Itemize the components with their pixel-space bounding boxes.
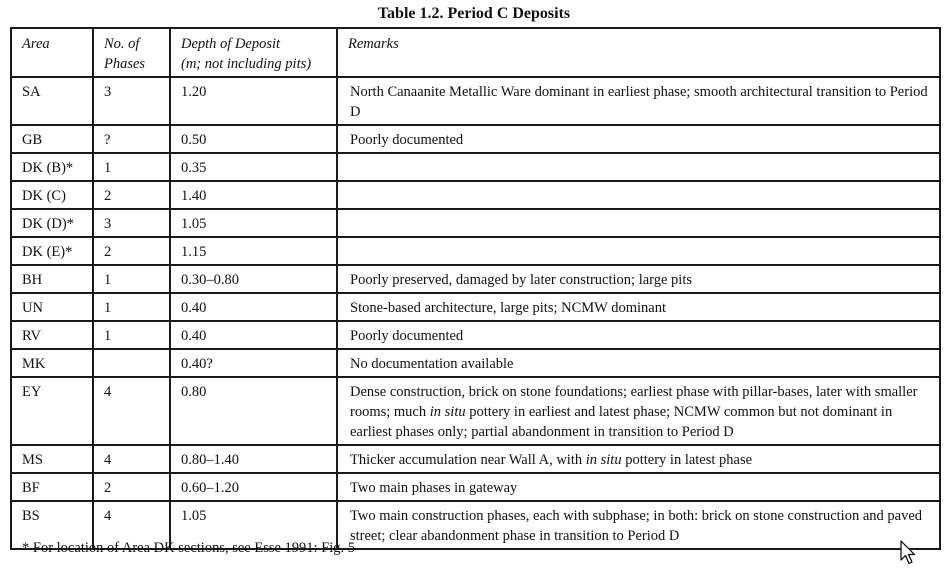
table-row — [11, 125, 940, 153]
cell-area: DK (B)* — [11, 153, 93, 181]
remarks-text: pottery in latest phase — [621, 452, 753, 468]
cell-remarks — [337, 501, 940, 549]
table-row — [11, 209, 940, 237]
remarks-text: No documentation available — [350, 356, 514, 372]
cell-area: RV — [11, 321, 93, 349]
table-row — [11, 293, 940, 321]
cell-remarks — [337, 293, 940, 321]
period-c-deposits-table — [10, 27, 941, 550]
cell-depth: 1.15 — [170, 237, 337, 265]
table-title: Table 1.2. Period C Deposits — [377, 5, 571, 22]
cell-area: DK (C) — [11, 181, 93, 209]
table-row — [11, 321, 940, 349]
cell-depth: 0.80–1.40 — [170, 445, 337, 473]
table-row — [11, 77, 940, 125]
remarks-text: Thicker accumulation near Wall A, with — [350, 452, 586, 468]
remarks-italic-text: in situ — [429, 404, 466, 420]
column-header-area: Area — [11, 28, 93, 77]
cell-area: DK (E)* — [11, 237, 93, 265]
remarks-italic-text: in situ — [585, 452, 622, 468]
cell-depth: 1.20 — [170, 77, 337, 125]
cell-remarks — [337, 153, 940, 181]
cell-remarks — [337, 265, 940, 293]
remarks-text: Two main construction phases, each with subphase; in both: brick on stone construction and paved street; clear abandonment phase in transition to Period D — [350, 508, 923, 544]
remarks-text: Poorly preserved, damaged by later construction; large pits — [350, 272, 692, 288]
table-footnote: * For location of Area DK sections, see Esse 1991: Fig. 5 — [22, 540, 356, 556]
cell-phases: 2 — [93, 237, 170, 265]
table-row — [11, 445, 940, 473]
cell-phases: 4 — [93, 377, 170, 445]
column-header-remarks: Remarks — [337, 28, 940, 77]
cell-area: GB — [11, 125, 93, 153]
table-row — [11, 377, 940, 445]
cell-area: UN — [11, 293, 93, 321]
cell-phases: 1 — [93, 265, 170, 293]
cell-depth: 0.40 — [170, 293, 337, 321]
cell-depth: 0.80 — [170, 377, 337, 445]
table-header-row — [11, 28, 940, 77]
remarks-text: Two main phases in gateway — [350, 480, 518, 496]
remarks-text: North Canaanite Metallic Ware dominant in earliest phase; smooth architectural transition to Period D — [350, 84, 928, 120]
cell-phases: ? — [93, 125, 170, 153]
cell-depth: 0.30–0.80 — [170, 265, 337, 293]
cell-phases: 1 — [93, 153, 170, 181]
cell-remarks — [337, 125, 940, 153]
remarks-text: Stone-based architecture, large pits; NCMW dominant — [350, 300, 666, 316]
cell-depth: 1.05 — [170, 501, 337, 549]
cell-phases — [93, 349, 170, 377]
cell-depth: 0.60–1.20 — [170, 473, 337, 501]
cell-area: EY — [11, 377, 93, 445]
table-row — [11, 265, 940, 293]
cell-area: BF — [11, 473, 93, 501]
cell-phases: 3 — [93, 209, 170, 237]
column-header-depth: Depth of Deposit (m; not including pits) — [170, 28, 337, 77]
remarks-text: pottery in earliest and latest phase; NCMW common but not dominant in earliest phases only; partial abandonment in transition to Period D — [350, 404, 893, 440]
table-row — [11, 349, 940, 377]
cell-depth: 0.35 — [170, 153, 337, 181]
cell-remarks — [337, 445, 940, 473]
cell-remarks — [337, 321, 940, 349]
cell-depth: 0.40 — [170, 321, 337, 349]
cell-remarks — [337, 237, 940, 265]
table-row — [11, 237, 940, 265]
remarks-text: Dense construction, brick on stone foundations; earliest phase with pillar-bases, later with smaller rooms; much — [350, 384, 918, 420]
cell-phases: 4 — [93, 501, 170, 549]
cell-remarks — [337, 349, 940, 377]
table-row — [11, 181, 940, 209]
cell-remarks — [337, 473, 940, 501]
remarks-text: Poorly documented — [350, 132, 464, 148]
cell-area: MS — [11, 445, 93, 473]
cell-area: SA — [11, 77, 93, 125]
cell-phases: 1 — [93, 321, 170, 349]
cell-phases: 2 — [93, 473, 170, 501]
cell-phases: 3 — [93, 77, 170, 125]
cell-area: BH — [11, 265, 93, 293]
table-row — [11, 153, 940, 181]
cell-phases: 1 — [93, 293, 170, 321]
cell-depth: 1.05 — [170, 209, 337, 237]
cell-remarks — [337, 377, 940, 445]
cell-remarks — [337, 209, 940, 237]
cell-area: BS — [11, 501, 93, 549]
cell-remarks — [337, 77, 940, 125]
cell-depth: 0.40? — [170, 349, 337, 377]
cell-area: MK — [11, 349, 93, 377]
cell-phases: 2 — [93, 181, 170, 209]
table-row — [11, 473, 940, 501]
cell-depth: 0.50 — [170, 125, 337, 153]
cell-depth: 1.40 — [170, 181, 337, 209]
cell-remarks — [337, 181, 940, 209]
column-header-phases: No. of Phases — [93, 28, 170, 77]
remarks-text: Poorly documented — [350, 328, 464, 344]
cell-area: DK (D)* — [11, 209, 93, 237]
cell-phases: 4 — [93, 445, 170, 473]
